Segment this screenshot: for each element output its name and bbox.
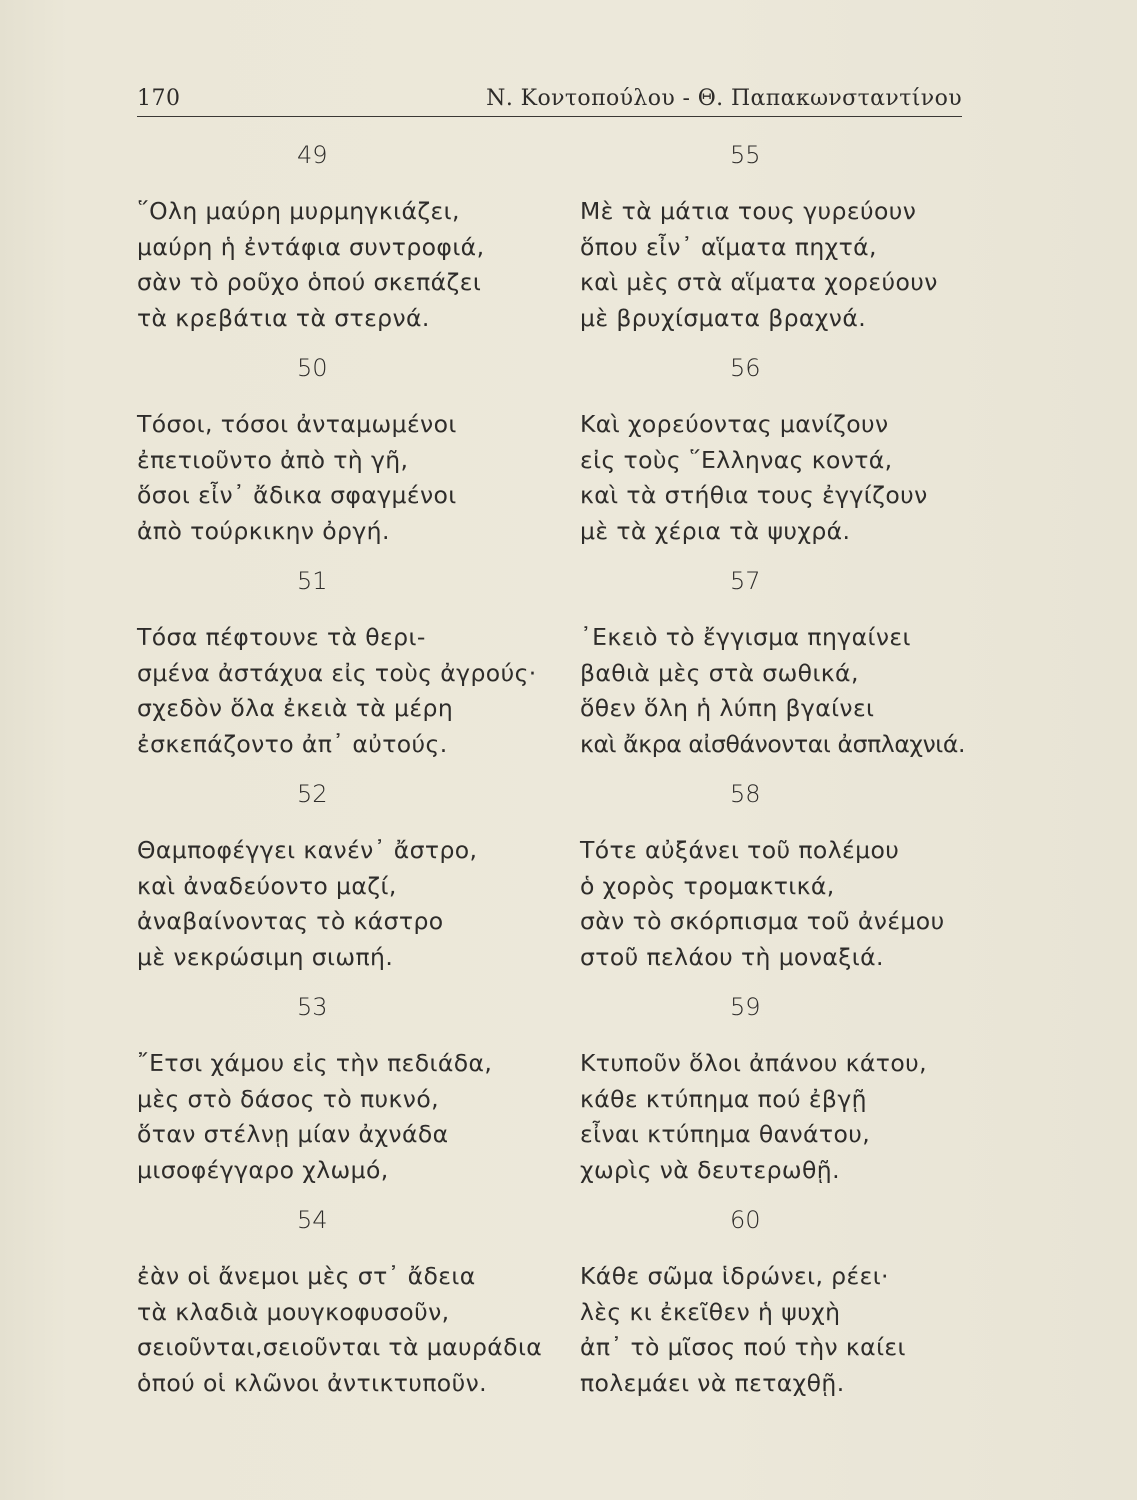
stanza-number: 57 bbox=[730, 567, 761, 595]
verse-line: μαύρη ἡ ἐντάφια συντροφιά, bbox=[137, 232, 485, 261]
verse-line: ἐπετιοῦντο ἀπὸ τὴ γῆ, bbox=[137, 445, 409, 474]
verse-line: καὶ ἀναδεύοντο μαζί, bbox=[137, 871, 397, 900]
stanza-number: 55 bbox=[730, 141, 761, 169]
verse-line: καὶ τὰ στήθια τους ἐγγίζουν bbox=[580, 481, 928, 509]
verse-line: καὶ ἄκρα αἰσθάνονται ἀσπλαχνιά. bbox=[580, 729, 966, 758]
verse-line: καὶ μὲς στὰ αἵματα χορεύουν bbox=[580, 268, 938, 296]
stanza bbox=[580, 136, 1000, 349]
stanza-number: 58 bbox=[730, 780, 761, 808]
verse-line: σχεδὸν ὅλα ἐκειὰ τὰ μέρη bbox=[137, 694, 454, 722]
stanza-number: 56 bbox=[730, 354, 761, 382]
verse-line: εἶναι κτύπημα θανάτου, bbox=[580, 1120, 871, 1148]
stanza bbox=[137, 1201, 557, 1414]
verse-line: στοῦ πελάου τὴ μοναξιά. bbox=[580, 942, 884, 971]
verse-line: πολεμάει νὰ πεταχθῇ. bbox=[580, 1368, 845, 1397]
verse-line: ᾽Εκειὸ τὸ ἔγγισμα πηγαίνει bbox=[580, 623, 911, 651]
verse-line: τὰ κρεβάτια τὰ στερνά. bbox=[137, 303, 430, 332]
verse-line: ἀναβαίνοντας τὸ κάστρο bbox=[137, 907, 444, 935]
verse-line: Τόσοι, τόσοι ἀνταμωμένοι bbox=[137, 410, 457, 438]
stanza bbox=[137, 988, 557, 1201]
verse-line: σμένα ἀστάχυα εἰς τοὺς ἀγρούς· bbox=[137, 658, 537, 687]
verse-line: ὅπου εἶν᾽ αἵματα πηχτά, bbox=[580, 232, 877, 261]
verse-line: ἀπ᾽ τὸ μῖσος πού τὴν καίει bbox=[580, 1333, 906, 1361]
stanza-number: 59 bbox=[730, 993, 761, 1021]
stanza bbox=[580, 775, 1000, 988]
verse-line: μὲ τὰ χέρια τὰ ψυχρά. bbox=[580, 516, 851, 545]
verse-line: Κτυποῦν ὅλοι ἀπάνου κάτου, bbox=[580, 1049, 927, 1077]
stanza bbox=[580, 349, 1000, 562]
verse-line: Καὶ χορεύοντας μανίζουν bbox=[580, 410, 889, 438]
verse-line: σειοῦνται,σειοῦνται τὰ μαυράδια bbox=[137, 1333, 543, 1361]
verse-line: σὰν τὸ σκόρπισμα τοῦ ἀνέμου bbox=[580, 907, 945, 935]
verse-line: Κάθε σῶμα ἱδρώνει, ρέει· bbox=[580, 1262, 889, 1290]
verse-line: μὲ νεκρώσιμη σιωπή. bbox=[137, 942, 394, 971]
verse-line: εἰς τοὺς ῞Ελληνας κοντά, bbox=[580, 445, 893, 474]
verse-line: βαθιὰ μὲς στὰ σωθικά, bbox=[580, 658, 859, 687]
verse-line: λὲς κι ἐκεῖθεν ἡ ψυχὴ bbox=[580, 1297, 841, 1326]
stanza-number: 60 bbox=[730, 1206, 761, 1234]
verse-line: Μὲ τὰ μάτια τους γυρεύουν bbox=[580, 197, 917, 225]
verse-line: ὅσοι εἶν᾽ ἄδικα σφαγμένοι bbox=[137, 481, 457, 509]
right-column bbox=[580, 136, 1000, 1414]
verse-line: μισοφέγγαρο χλωμό, bbox=[137, 1155, 389, 1184]
verse-line: ὁ χορὸς τρομακτικά, bbox=[580, 871, 835, 900]
stanza bbox=[580, 1201, 1000, 1414]
verse-line: ὁπού οἱ κλῶνοι ἀντικτυποῦν. bbox=[137, 1368, 487, 1397]
stanza bbox=[580, 562, 1000, 775]
verse-line: ἐὰν οἱ ἄνεμοι μὲς στ᾽ ἄδεια bbox=[137, 1262, 476, 1290]
left-column bbox=[137, 136, 557, 1414]
stanza bbox=[137, 136, 557, 349]
verse-line: ῎Ετσι χάμου εἰς τὴν πεδιάδα, bbox=[137, 1049, 493, 1077]
stanza-number: 53 bbox=[297, 993, 328, 1021]
verse-line: ῞Ολη μαύρη μυρμηγκιάζει, bbox=[137, 197, 460, 225]
verse-line: κάθε κτύπημα πού ἐβγῇ bbox=[580, 1084, 867, 1113]
stanza bbox=[137, 775, 557, 988]
verse-line: ἀπὸ τούρκικην ὀργή. bbox=[137, 516, 390, 545]
stanza bbox=[137, 562, 557, 775]
verse-line: ἐσκεπάζοντο ἀπ᾽ αὐτούς. bbox=[137, 729, 448, 758]
verse-line: Θαμποφέγγει κανέν᾽ ἄστρο, bbox=[137, 836, 478, 864]
verse-line: ὅθεν ὅλη ἡ λύπη βγαίνει bbox=[580, 694, 875, 722]
verse-line: Τόσα πέφτουνε τὰ θερι- bbox=[137, 623, 426, 651]
stanza-number: 52 bbox=[297, 780, 328, 808]
verse-line: χωρὶς νὰ δευτερωθῇ. bbox=[580, 1155, 840, 1184]
stanza bbox=[580, 988, 1000, 1201]
verse-line: ὅταν στέλνῃ μίαν ἀχνάδα bbox=[137, 1120, 449, 1148]
stanza-number: 49 bbox=[297, 141, 328, 169]
stanza-number: 51 bbox=[297, 567, 328, 595]
page-number: 170 bbox=[137, 86, 181, 111]
verse-line: μὲς στὸ δάσος τὸ πυκνό, bbox=[137, 1084, 439, 1113]
stanza-number: 54 bbox=[297, 1206, 328, 1234]
page-header bbox=[137, 82, 962, 117]
verse-line: μὲ βρυχίσματα βραχνά. bbox=[580, 303, 867, 332]
stanza bbox=[137, 349, 557, 562]
verse-line: Τότε αὐξάνει τοῦ πολέμου bbox=[580, 836, 900, 864]
verse-line: τὰ κλαδιὰ μουγκοφυσοῦν, bbox=[137, 1297, 450, 1326]
stanza-number: 50 bbox=[297, 354, 328, 382]
verse-line: σὰν τὸ ροῦχο ὁπού σκεπάζει bbox=[137, 268, 482, 296]
running-head: Ν. Κοντοπούλου - Θ. Παπακωνσταντίνου bbox=[486, 86, 962, 111]
